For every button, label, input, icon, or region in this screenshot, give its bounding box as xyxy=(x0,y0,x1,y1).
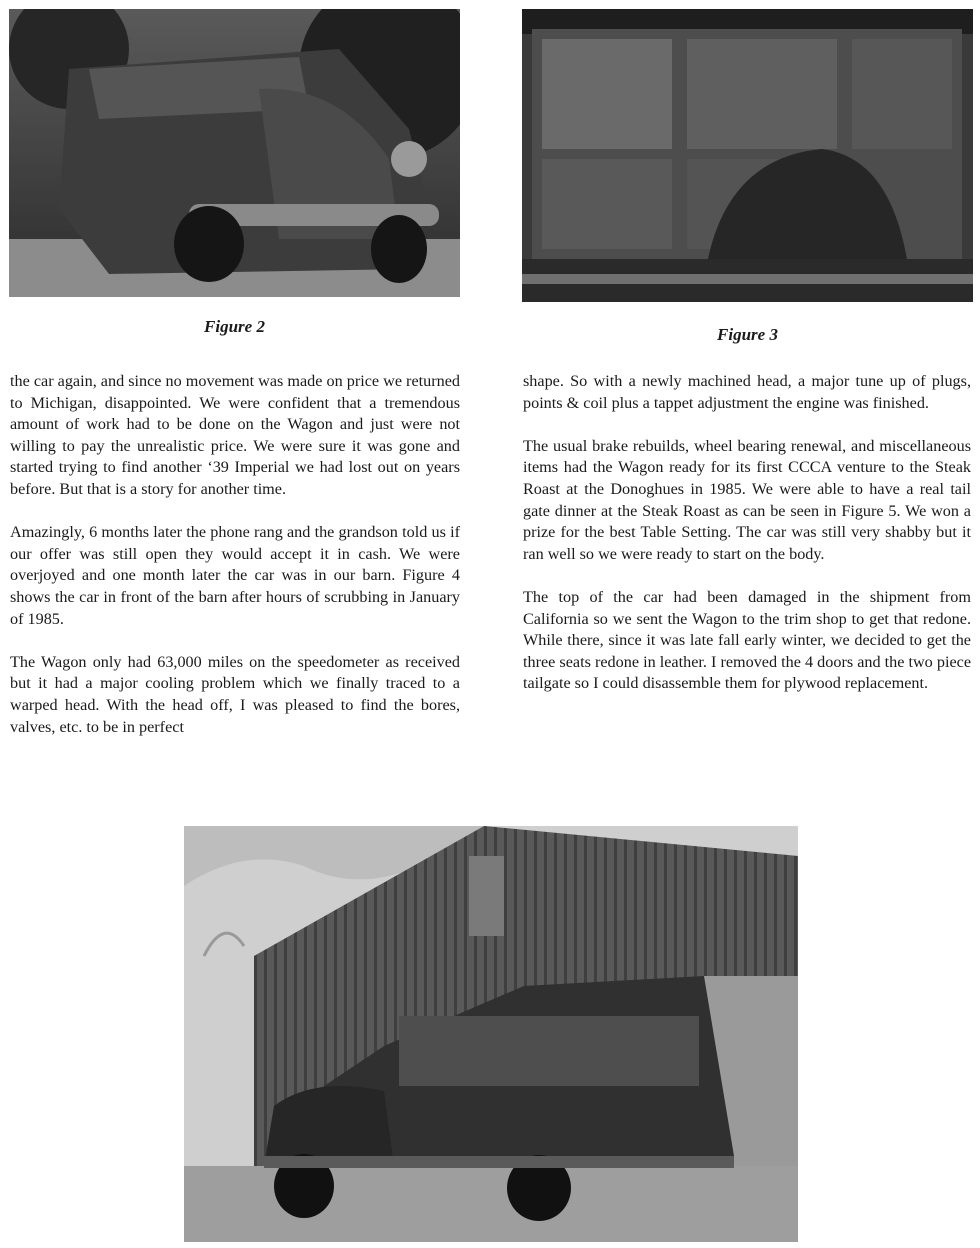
figure-3-photo xyxy=(522,9,973,302)
figure-2-caption: Figure 2 xyxy=(204,317,265,336)
left-paragraph-3: The Wagon only had 63,000 miles on the speedometer as received but it had a major cooling problem which we finally traced to a warped head. With the head off, I was pleased to find the bores, valves, etc. to be in perfect xyxy=(10,652,460,736)
right-text-column xyxy=(523,371,971,717)
right-paragraph-2: The usual brake rebuilds, wheel bearing renewal, and miscellaneous items had the Wagon ready for its first CCCA venture to the Steak Roast at the Donoghues in 1985. We were able to have a real tail gate dinner at the Steak Roast as can be seen in Figure 5. We won a prize for the best Table Setting. The car was still very shabby but it ran well so we were ready to start on the body. xyxy=(523,436,971,563)
figure-2-photo xyxy=(9,9,460,297)
right-paragraph-1: shape. So with a newly machined head, a major tune up of plugs, points & coil plus a tappet adjustment the engine was finished. xyxy=(523,372,971,412)
figure-4-photo xyxy=(184,826,798,1242)
left-text-column xyxy=(10,371,460,760)
figure-3-caption: Figure 3 xyxy=(717,325,778,344)
left-paragraph-2: Amazingly, 6 months later the phone rang and the grandson told us if our offer was still open they would accept it in cash. We were overjoyed and one month later the car was in our barn. Figure 4 shows the car in front of the barn after hours of scrubbing in January of 1985. xyxy=(10,523,460,628)
left-paragraph-1: the car again, and since no movement was made on price we returned to Michigan, disappointed. We were confident that a tremendous amount of work had to be done on the Wagon and just were not willing to pay the unrealistic price. We were sure it was gone and started trying to find another ‘39 Imperial we had lost out on years before. But that is a story for another time. xyxy=(10,372,460,498)
right-paragraph-3: The top of the car had been damaged in the shipment from California so we sent the Wagon to the trim shop to get that redone. While there, since it was late fall early winter, we decided to get the three seats redone in leather. I removed the 4 doors and the two piece tailgate so I could disassemble them for plywood replacement. xyxy=(523,587,971,693)
